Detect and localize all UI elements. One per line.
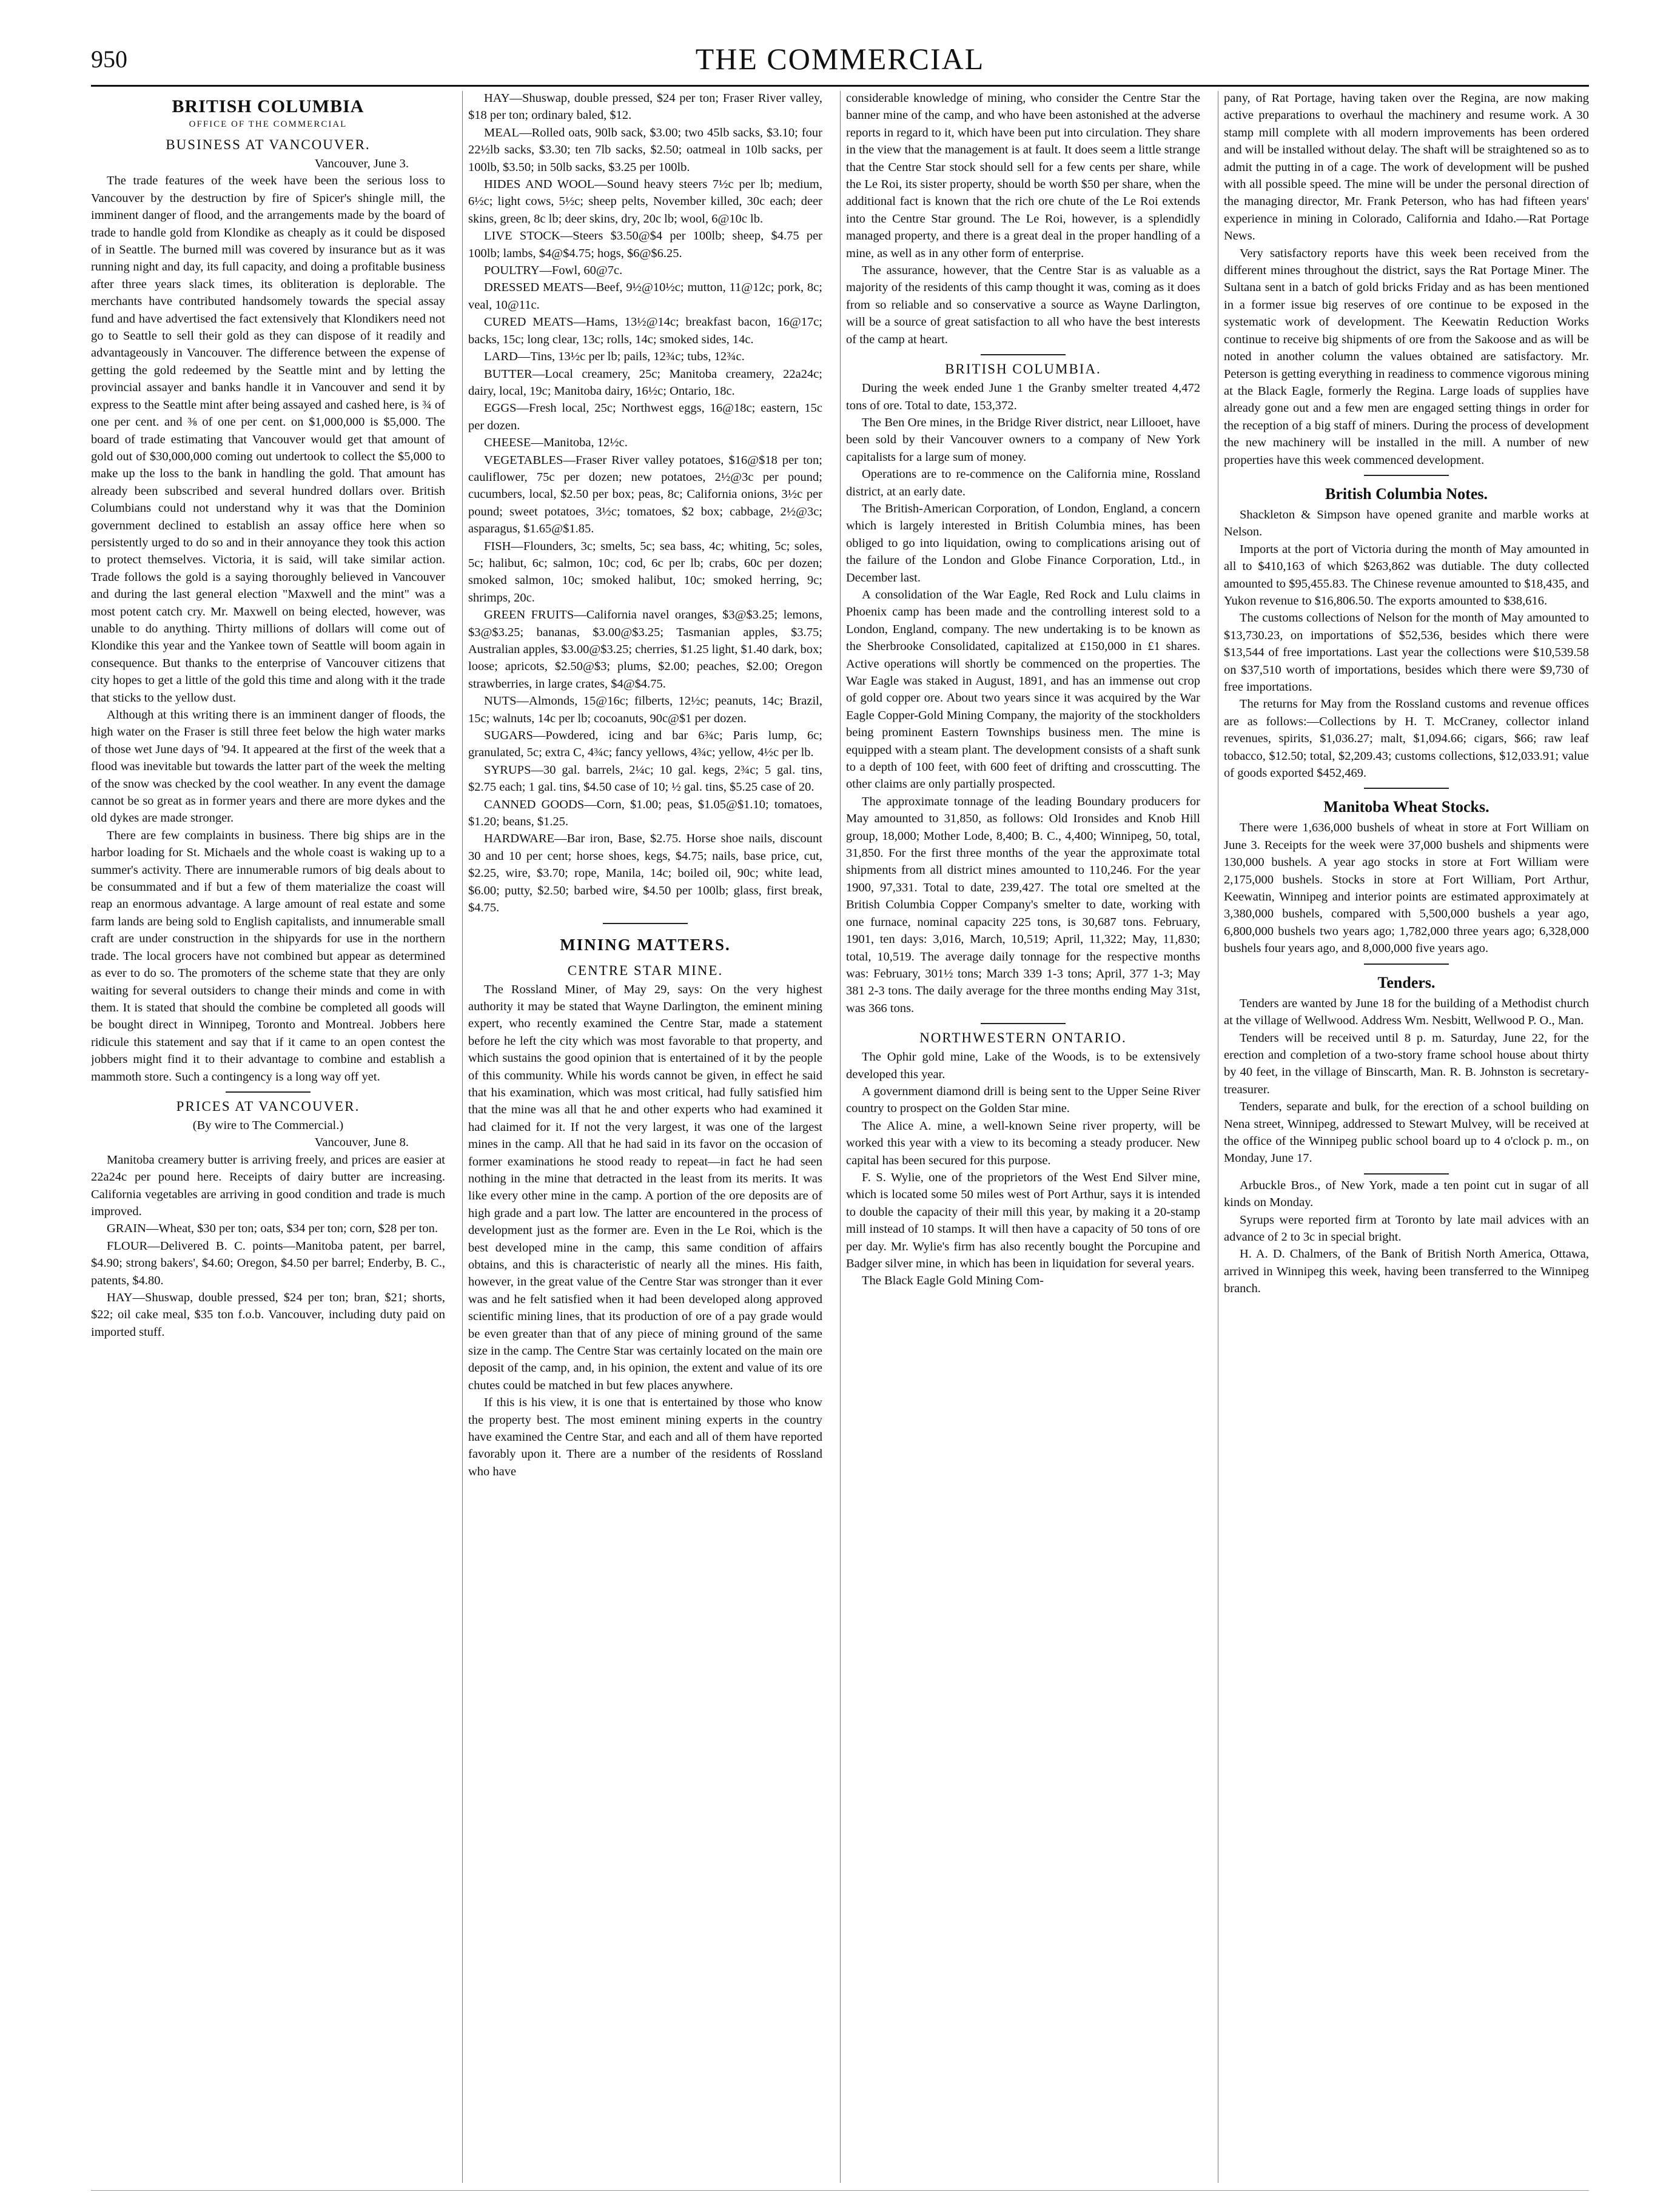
price-entry: MEAL—Rolled oats, 90lb sack, $3.00; two 45lb sacks, $3.10; four 22½lb sacks, $3.30; ten 7lb sacks, $2.50; oatmeal in 10lb sacks, per 100lb, $3.50; in 50lb sacks, $3.25 per 100lb. xyxy=(468,126,822,174)
news-item: The returns for May from the Rossland customs and revenue offices are as follows:—Collections by H. T. McCraney, collector inland revenues, spirits, $1,036.27; malt, $1,094.66; cigars, $66; raw leaf tobacco, $12.50; total, $2,209.43; customs collections, $12,033.91; value of goods exported $452,469. xyxy=(1224,697,1589,780)
news-item: A consolidation of the War Eagle, Red Rock and Lulu claims in Phoenix camp has been made and the controlling interest sold to a London, England, company. The new undertaking is to be known as the Sherbrooke Consolidated, capitalized at £150,000 in £1 shares. Active operations will shortly be commenced on the properties. The War Eagle was staked in August, 1891, and has an immense out crop of gold copper ore. About two years since it was acquired by the War Eagle Copper-Gold Mining Company, the majority of the stockholders being prominent Eastern Townships business men. The mine is equipped with a steam plant. The development consists of a shaft sunk to a depth of 100 feet, with 600 feet of drifting and crosscutting. The other claims are only partially prospected. xyxy=(846,588,1200,791)
news-item: Syrups were reported firm at Toronto by late mail advices with an advance of 2 to 3c in special bright. xyxy=(1224,1213,1589,1244)
dateline: Vancouver, June 8. xyxy=(314,1136,409,1150)
price-entry: GRAIN—Wheat, $30 per ton; oats, $34 per ton; corn, $28 per ton. xyxy=(107,1222,438,1236)
price-entry: SYRUPS—30 gal. barrels, 2¼c; 10 gal. kegs, 2¾c; 5 gal. tins, $2.75 each; 1 gal. tins, $4.50 case of 10; ½ gal. tins, $5.25 case of 20. xyxy=(468,763,822,794)
article-paragraph: Manitoba creamery butter is arriving freely, and prices are easier at 22a24c per pound here. Receipts of dairy butter are increasing. California vegetables are arriving in good condition and trade is much improved. xyxy=(91,1153,445,1218)
price-entry: VEGETABLES—Fraser River valley potatoes, $16@$18 per ton; cauliflower, 75c per dozen; new potatoes, 2½@3c per pound; cucumbers, local, $2.50 per box; peas, 8c; California onions, 3½c per pound; sweet potatoes, 3½c; tomatoes, $2 box; cabbage, 2½@3c; asparagus, $1.65@$1.85. xyxy=(468,453,822,536)
article-heading: Tenders. xyxy=(1377,973,1436,991)
price-entry: NUTS—Almonds, 15@16c; filberts, 12½c; peanuts, 14c; Brazil, 15c; walnuts, 14c per lb; cocoanuts, 90c@$1 per dozen. xyxy=(468,694,822,725)
news-item: The approximate tonnage of the leading Boundary producers for May amounted to 31,850, as follows: Old Ironsides and Knob Hill group, 18,000; Mother Lode, 8,400; B. C., 4,400; Winnipeg, 50, total, 31,850. For the first three months of the year the approximate total shipments from all district mines amounted to 110,246. For the year 1900, 97,331. Total to date, 239,427. The total ore smelted at the British Columbia Copper Company's smelter to date, working with one furnace, nominal capacity 225 tons, is 30,687 tons. February, 1901, ten days: 3,016, March, 10,519; April, 11,322; May, 11,830; total, 10,519. The average daily tonnage for the respective months was: February, 301½ tons; March 339 1-3 tons; April, 377 1-3; May 381 2-3 tons. The daily average for the three months ending May 31st, was 366 tons. xyxy=(846,794,1200,1015)
page-number: 950 xyxy=(91,45,127,73)
price-entry: HARDWARE—Bar iron, Base, $2.75. Horse shoe nails, discount 30 and 10 per cent; horse shoes, kegs, $4.75; nails, base price, cut, $2.25, wire, $3.70; rope, Manila, 14c; boiled oil, 90c; white lead, $6.00; putty, $2.50; barbed wire, $4.50 per 100lb; glass, first break, $4.75. xyxy=(468,832,822,915)
news-item: Imports at the port of Victoria during the month of May amounted in all to $410,163 of which $263,862 was dutiable. The duty collected amounted to $95,455.83. The Chinese revenue amounted to $18,435, and Yukon revenue to $16,806.50. The exports amounted to $38,616. xyxy=(1224,542,1589,608)
price-entry: LARD—Tins, 13½c per lb; pails, 12¾c; tubs, 12¾c. xyxy=(484,350,745,364)
footer-rule xyxy=(91,2190,1589,2191)
column-4 xyxy=(1224,90,1589,2188)
price-entry: FISH—Flounders, 3c; smelts, 5c; sea bass, 4c; whiting, 5c; soles, 5c; halibut, 6c; salmon, 10c; cod, 6c per lb; crabs, 60c per dozen; smoked salmon, 10c; smoked halibut, 10c; smoked herring, 9c; shrimps, 20c. xyxy=(468,539,822,605)
price-entry: HAY—Shuswap, double pressed, $24 per ton; bran, $21; shorts, $22; oil cake meal, $35 ton f.o.b. Vancouver, including duty paid on imported stuff. xyxy=(91,1291,445,1339)
divider xyxy=(1364,475,1449,476)
news-item: During the week ended June 1 the Granby smelter treated 4,472 tons of ore. Total to date, 153,372. xyxy=(846,381,1200,412)
column-3 xyxy=(846,90,1200,2188)
column-rule xyxy=(462,91,463,2183)
price-entry: HAY—Shuswap, double pressed, $24 per ton; Fraser River valley, $18 per ton; ordinary baled, $12. xyxy=(468,92,822,122)
article-heading: BRITISH COLUMBIA. xyxy=(945,361,1101,377)
column-1 xyxy=(91,90,445,2188)
column-rule xyxy=(840,91,841,2183)
news-item: The Alice A. mine, a well-known Seine river property, will be worked this year with a view to its becoming a steady producer. New capital has been secured for this purpose. xyxy=(846,1119,1200,1167)
news-item: Arbuckle Bros., of New York, made a ten point cut in sugar of all kinds on Monday. xyxy=(1224,1178,1589,1210)
price-entry: HIDES AND WOOL—Sound heavy steers 7½c per lb; medium, 6½c; light cows, 5½c; sheep pelts, November killed, 30c each; deer skins, green, 8c lb; deer skins, dry, 20c lb; wool, 6@10c lb. xyxy=(468,178,822,226)
section-subheading: OFFICE OF THE COMMERCIAL xyxy=(189,119,348,129)
news-item: The Ophir gold mine, Lake of the Woods, is to be extensively developed this year. xyxy=(846,1050,1200,1081)
divider xyxy=(1364,964,1449,965)
article-paragraph: Although at this writing there is an imminent danger of floods, the high water on the Fraser is still three feet below the high water marks of those wet June days of '94. It appeared at the first of the week that a flood was inevitable but towards the latter part of the week the melting of the snow was checked by the cool weather. In any event the damage cannot be so great as in former years and there are more dykes and the old dykes are made stronger. xyxy=(91,708,445,825)
article-paragraph: If this is his view, it is one that is entertained by those who know the property best. The most eminent mining experts in the country have examined the Centre Star, and each and all of them have reported favorably upon it. There are a number of the residents of Rossland who have xyxy=(468,1396,822,1478)
news-item: H. A. D. Chalmers, of the Bank of British North America, Ottawa, arrived in Winnipeg this week, having been transferred to the Winnipeg branch. xyxy=(1224,1247,1589,1296)
divider xyxy=(981,354,1066,355)
article-heading: PRICES AT VANCOUVER. xyxy=(176,1098,360,1114)
section-heading: BRITISH COLUMBIA xyxy=(172,96,364,116)
price-entry: CURED MEATS—Hams, 13½@14c; breakfast bacon, 16@17c; backs, 15c; long clear, 13c; rolls, 14c; smoked sides, 14c. xyxy=(468,315,822,346)
news-item: F. S. Wylie, one of the proprietors of the West End Silver mine, which is located some 50 miles west of Port Arthur, says it is intended to double the capacity of their mill this year, by making it a 20-stamp mill instead of 10 stamps. It will then have a capacity of 50 tons of ore per day. Mr. Wylie's firm has also recently bought the Porcupine and Badger silver mine, in which has been in liquidation for several years. xyxy=(846,1170,1200,1270)
publication-title: THE COMMERCIAL xyxy=(695,42,985,76)
price-entry: EGGS—Fresh local, 25c; Northwest eggs, 16@18c; eastern, 15c per dozen. xyxy=(468,401,822,432)
section-heading: MINING MATTERS. xyxy=(560,935,731,954)
article-paragraph: pany, of Rat Portage, having taken over the Regina, are now making active preparations to overhaul the machinery and resume work. A 30 stamp mill complete with all modern improvements has been ordered and will be installed without delay. The shaft will be straightened so as to admit the putting in of a cage. The work of development will be pushed with all possible speed. The mine will be under the personal direction of the managing director, Mr. Frank Peterson, who has had fifteen years' experience in mining in Colorado, California and Idaho.—Rat Portage News. xyxy=(1224,92,1589,243)
divider xyxy=(226,1091,311,1093)
article-paragraph: Very satisfactory reports have this week been received from the different mines throughout the district, says the Rat Portage Miner. The Sultana sent in a batch of gold bricks Friday and as has been mentioned in a former issue big reserves of ore continue to be exposed in the systematic work of development. The Keewatin Reduction Works continue to receive big shipments of ore from the Sakoose and as will be noted in another column the values obtained are satisfactory. Mr. Peterson is getting everything in readiness to commence vigorous mining at the Black Eagle, formerly the Regina. Large loads of supplies have already gone out and a few men are engaged setting things in order for the reception of a big staff of miners. During the process of development the new machinery will be installed in the mill. A number of new properties have this week commenced development. xyxy=(1224,246,1589,467)
news-item: The Ben Ore mines, in the Bridge River district, near Lillooet, have been sold by their Vancouver owners to a company of New York capitalists for a large sum of money. xyxy=(846,415,1200,464)
news-item: A government diamond drill is being sent to the Upper Seine River country to prospect on the Golden Star mine. xyxy=(846,1084,1200,1116)
news-item: The customs collections of Nelson for the month of May amounted to $13,730.23, on importations of $52,536, besides which there were $13,544 of free importations. Last year the collections were $10,539.58 on $37,510 worth of importations, besides which there were $9,730 of free importations. xyxy=(1224,611,1589,694)
article-paragraph: The Rossland Miner, of May 29, says: On the very highest authority it may be stated that Wayne Darlington, the eminent mining expert, who recently examined the Centre Star, made a statement before he left the city which was most favorable to that property, and which sustains the good opinion that is entertained of it by the people of this community. While his words cannot be given, in effect he said that his examination, which was most critical, had fully satisfied him that the mine was all that he and other experts who had examined it had claimed for it. If not the very largest, it was one of the largest mines in the camp. All that he had said in its favor on the occasion of former examinations he stood ready to repeat—in fact he had seen nothing in the mine that detracted in the least from its merits. It was like every other mine in the camp. A portion of the ore deposits are of high grade and a part low. The latter are encountered in the process of development just as the former are. Even in the Le Roi, which is the best developed mine in the camp, this same condition of affairs obtains, and this is characteristic of nearly all the mines. His faith, however, in the great value of the Centre Star was stronger than it ever was and he felt satisfied when it had been developed along approved scientific mining lines, that its production of ore of a pay grade would be even greater than that of any piece of mining ground of the same size in the camp. The Centre Star was certainly located on the main ore deposit of the camp, and, in his opinion, the extent and value of its ore chutes could be matched in but few places anywhere. xyxy=(468,982,822,1392)
price-entry: POULTRY—Fowl, 60@7c. xyxy=(484,264,623,278)
news-item: The British-American Corporation, of London, England, a concern which is largely interested in British Columbia mines, has been obliged to go into liquidation, owing to complications arising out of the failure of the London and Globe Finance Corporation, Ltd., in December last. xyxy=(846,501,1200,585)
masthead-rule xyxy=(91,85,1589,87)
price-entry: BUTTER—Local creamery, 25c; Manitoba creamery, 22a24c; dairy, local, 19c; Manitoba dairy, 16½c; Ontario, 18c. xyxy=(468,367,822,398)
price-entry: GREEN FRUITS—California navel oranges, $3@$3.25; lemons, $3@$3.25; bananas, $3.00@$3.25; Tasmanian apples, $3.75; Australian apples, $3.00@$3.25; cherries, $1.25 light, $1.40 dark, box; loose; apricots, $2.50@$3; plums, $2.00; peaches, $2.00; Oregon strawberries, in large crates, $4@$4.75. xyxy=(468,608,822,691)
article-paragraph: The assurance, however, that the Centre Star is as valuable as a majority of the residents of this camp thought it was, coming as it does from so reliable and so conservative a source as Wayne Darlington, will be a source of great satisfaction to all who have the best interests of the camp at heart. xyxy=(846,264,1200,346)
column-2 xyxy=(468,90,822,2188)
news-item: The Black Eagle Gold Mining Com- xyxy=(862,1274,1044,1288)
article-heading: BUSINESS AT VANCOUVER. xyxy=(166,137,371,152)
article-heading: Manitoba Wheat Stocks. xyxy=(1323,798,1489,816)
article-paragraph: considerable knowledge of mining, who consider the Centre Star the banner mine of the camp, and who have been astonished at the adverse reports in regard to it, which have been put into circulation. They share in the view that the management is at fault. It does seem a little strange that the Centre Star stock should sell for a few cents per share, while the Le Roi, its sister property, should be worth $50 per share, when the additional fact is known that the rich ore chute of the Le Roi extends into the Centre Star ground. The Le Roi, however, is a splendidly managed property, and there is a great deal in the proper handling of a mine, as well as in any other form of enterprise. xyxy=(846,92,1200,260)
news-item: Tenders will be received until 8 p. m. Saturday, June 22, for the erection and completion of a two-story frame school house about thirty by 40 feet, in the village of Binscarth, Man. R. B. Johnston is secretary-treasurer. xyxy=(1224,1031,1589,1096)
divider xyxy=(603,923,688,924)
article-heading: NORTHWESTERN ONTARIO. xyxy=(919,1030,1127,1046)
price-entry: DRESSED MEATS—Beef, 9½@10½c; mutton, 11@12c; pork, 8c; veal, 10@11c. xyxy=(468,281,822,312)
article-subheading: (By wire to The Commercial.) xyxy=(192,1118,344,1132)
divider xyxy=(981,1023,1066,1024)
price-entry: FLOUR—Delivered B. C. points—Manitoba patent, per barrel, $4.90; strong bakers', $4.60; Oregon, $4.50 per barrel; Enderby, B. C., patents, $4.80. xyxy=(91,1239,445,1287)
article-paragraph: There are few complaints in business. There big ships are in the harbor loading for St. Michaels and the whole coast is waking up to a summer's activity. There are innumerable rumors of big deals about to be consummated and if but a few of them materialize the coast will reap an enormous advantage. A large amount of real estate and some farm lands are being sold to English capitalists, and innumerable small craft are under construction in the shipyards for use in the northern trade. The local grocers have not combined but appear as determined as ever to do so. The promoters of the scheme state that they are only waiting for several outsiders to change their minds and come in with them. It is stated that should the combine be completed all goods will be bought direct in Winnipeg, Toronto and Montreal. Jobbers here ridicule this statement and say that if it came to an open contest the jobbers might find it to their advantage to combine and establish a mammoth store. Such a contingency is a long way off yet. xyxy=(91,828,445,1084)
article-heading: British Columbia Notes. xyxy=(1325,484,1488,503)
price-entry: LIVE STOCK—Steers $3.50@$4 per 100lb; sheep, $4.75 per 100lb; lambs, $4@$4.75; hogs, $6@$6.25. xyxy=(468,229,822,260)
news-item: Operations are to re-commence on the California mine, Rossland district, at an early date. xyxy=(846,468,1200,498)
news-item: Tenders are wanted by June 18 for the building of a Methodist church at the village of Wellwood. Address Wm. Nesbitt, Wellwood P. O., Man. xyxy=(1224,996,1589,1028)
price-entry: CANNED GOODS—Corn, $1.00; peas, $1.05@$1.10; tomatoes, $1.20; beans, $1.25. xyxy=(468,797,822,829)
masthead xyxy=(91,41,1589,81)
price-entry: CHEESE—Manitoba, 12½c. xyxy=(484,436,628,450)
news-item: There were 1,636,000 bushels of wheat in store at Fort William on June 3. Receipts for the week were 37,000 bushels and shipments were 130,000 bushels. A year ago stocks in store at Fort William were 2,175,000 bushels. Stocks in store at Fort William, Port Arthur, Keewatin, Winnipeg and interior points are estimated approximately at 3,380,000 bushels, compared with 5,500,000 bushels a year ago, 6,800,000 bushels two years ago; 1,782,000 three years ago; 6,328,000 bushels four years ago, and 8,000,000 five years ago. xyxy=(1224,821,1589,956)
news-item: Tenders, separate and bulk, for the erection of a school building on Nena street, Winnipeg, addressed to Stewart Mulvey, will be received at the office of the Winnipeg public school board up to 4 o'clock p. m., on Monday, June 17. xyxy=(1224,1100,1589,1165)
divider xyxy=(1364,1173,1449,1175)
article-heading: CENTRE STAR MINE. xyxy=(567,962,724,978)
news-item: Shackleton & Simpson have opened granite and marble works at Nelson. xyxy=(1224,508,1589,539)
price-entry: SUGARS—Powdered, icing and bar 6¾c; Paris lump, 6c; granulated, 5c; extra C, 4¾c; fancy yellows, 4¾c; yellow, 4½c per lb. xyxy=(468,729,822,760)
article-paragraph: The trade features of the week have been the serious loss to Vancouver by the destruction by fire of Spicer's shingle mill, the imminent danger of flood, and the arrangements made by the board of trade to handle gold from Klondike as cheaply as it could be disposed of in Seattle. The burned mill was covered by insurance but as it was running night and day, its full capacity, and doing a profitable business after three years slack times, its obliteration is deplorable. The merchants have contributed handsomely towards the special assay fund and have advertised the fact extensively that Klondikers need not go to Seattle to sell their gold as they can dispose of it readily and advantageously in Vancouver. The difference between the expense of getting the gold redeemed by the Seattle mint and by letting the provincial assayer and banks handle it in Vancouver and send it by express to the Seattle mint after being assayed and cashed here, is ¾ of one per cent. and ⅜ of one per cent. on $1,000,000 is $5,000. The board of trade estimating that Vancouver would get that amount of gold out of $30,000,000 coming out undertook to collect the $5,000 to make up the loss to the bank in handling the gold. That amount has already been subscribed and several hundred dollars over. British Columbians could not understand why it was that the Dominion government declined to establish an assay office here when so persistently urged to do so and in their annoyance they took this action to protect themselves. Victoria, it is said, will take similar action. Trade follows the gold is a saying thoroughly believed in Vancouver and during the last general election "Maxwell and the mint" was a most potent catch cry. Mr. Maxwell on being elected, however, was unable to do anything. Thirty millions of dollars will come out of Klondike this year and the Yankee town of Seattle will boom again in consequence. But thanks to the enterprise of Vancouver citizens that city hopes to get a little of the gold this time and along with it the trade that sticks to the yellow dust. xyxy=(91,174,445,705)
divider xyxy=(1364,788,1449,789)
dateline: Vancouver, June 3. xyxy=(314,157,409,170)
